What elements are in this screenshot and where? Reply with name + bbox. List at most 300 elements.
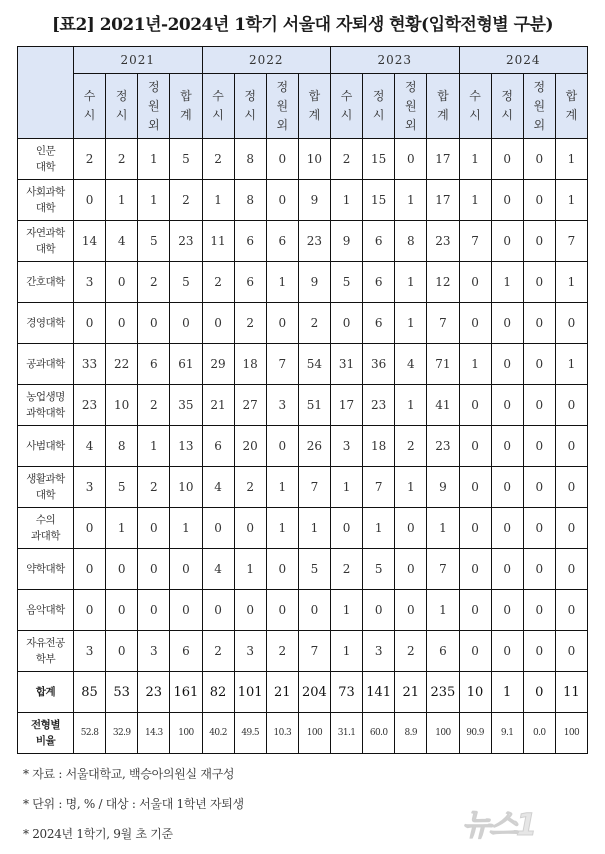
value-cell: 41: [427, 385, 459, 426]
sub-header-char: 합: [565, 89, 578, 103]
value-cell: 0: [491, 221, 523, 262]
value-cell: 1: [331, 467, 363, 508]
value-cell: 0: [523, 426, 555, 467]
value-cell: 1: [395, 262, 427, 303]
value-cell: 2: [202, 631, 234, 672]
table-row: [18, 631, 588, 672]
value-cell: 1: [491, 672, 523, 713]
sub-header-2024-1: [491, 74, 523, 139]
value-cell: 10.3: [266, 713, 298, 754]
value-cell: 49.5: [234, 713, 266, 754]
value-cell: 36: [363, 344, 395, 385]
ratio-row: [18, 713, 588, 754]
value-cell: 0: [491, 508, 523, 549]
value-cell: 7: [427, 303, 459, 344]
value-cell: 3: [138, 631, 170, 672]
value-cell: 53: [106, 672, 138, 713]
value-cell: 1: [363, 508, 395, 549]
value-cell: 90.9: [459, 713, 491, 754]
value-cell: 2: [170, 180, 202, 221]
value-cell: 6: [138, 344, 170, 385]
total-row: [18, 672, 588, 713]
value-cell: 0: [555, 508, 587, 549]
value-cell: 0: [491, 385, 523, 426]
row-label-line: 수의: [35, 514, 56, 526]
value-cell: 7: [555, 221, 587, 262]
value-cell: 5: [170, 262, 202, 303]
year-header-2024: 2024: [459, 47, 588, 74]
value-cell: 100: [298, 713, 330, 754]
row-label-line: 학부: [35, 653, 56, 665]
value-cell: 8: [395, 221, 427, 262]
value-cell: 3: [363, 631, 395, 672]
value-cell: 0: [555, 467, 587, 508]
value-cell: 0: [234, 508, 266, 549]
value-cell: 141: [363, 672, 395, 713]
sub-header-char: 원: [148, 98, 160, 113]
sub-header-char: 시: [372, 108, 385, 122]
year-header-2021: 2021: [74, 47, 203, 74]
value-cell: 21: [202, 385, 234, 426]
value-cell: 0: [395, 590, 427, 631]
sub-header-2022-3: [298, 74, 330, 139]
news1-watermark-logo: 뉴스1: [462, 808, 535, 843]
row-label-line: 대학: [35, 243, 56, 255]
value-cell: 2: [331, 549, 363, 590]
value-cell: 23: [74, 385, 106, 426]
row-label-line: 사범대학: [26, 440, 65, 452]
sub-header-char: 정: [115, 89, 128, 103]
value-cell: 6: [363, 303, 395, 344]
value-cell: 1: [331, 180, 363, 221]
value-cell: 0: [106, 631, 138, 672]
sub-header-2023-1: [363, 74, 395, 139]
value-cell: 3: [74, 262, 106, 303]
value-cell: 204: [298, 672, 330, 713]
sub-header-2024-0: [459, 74, 491, 139]
value-cell: 18: [363, 426, 395, 467]
note-source: * 자료 : 서울대학교, 백승아의원실 재구성: [23, 767, 235, 781]
value-cell: 6: [234, 221, 266, 262]
value-cell: 0: [74, 549, 106, 590]
value-cell: 1: [395, 180, 427, 221]
value-cell: 2: [298, 303, 330, 344]
value-cell: 71: [427, 344, 459, 385]
value-cell: 1: [555, 262, 587, 303]
value-cell: 32.9: [106, 713, 138, 754]
value-cell: 0: [266, 303, 298, 344]
row-label: [18, 344, 74, 385]
value-cell: 9: [298, 262, 330, 303]
value-cell: 2: [331, 139, 363, 180]
row-label: [18, 713, 74, 754]
value-cell: 7: [298, 631, 330, 672]
value-cell: 3: [234, 631, 266, 672]
value-cell: 0: [459, 262, 491, 303]
table-row: [18, 221, 588, 262]
value-cell: 0: [523, 508, 555, 549]
row-label: [18, 672, 74, 713]
value-cell: 0: [555, 549, 587, 590]
dropout-table: [17, 46, 588, 754]
value-cell: 10: [106, 385, 138, 426]
sub-header-char: 계: [437, 108, 449, 122]
row-label-line: 생활과학: [26, 473, 65, 485]
sub-header-char: 정: [533, 79, 546, 94]
sub-header-2021-2: [138, 74, 170, 139]
value-cell: 1: [138, 139, 170, 180]
value-cell: 31.1: [331, 713, 363, 754]
sub-header-2021-1: [106, 74, 138, 139]
table-title: [표2] 2021년-2024년 1학기 서울대 자퇴생 현황(입학전형별 구분): [52, 15, 553, 35]
value-cell: 1: [138, 180, 170, 221]
value-cell: 1: [266, 467, 298, 508]
value-cell: 13: [170, 426, 202, 467]
value-cell: 1: [331, 590, 363, 631]
value-cell: 1: [138, 426, 170, 467]
table-row: [18, 467, 588, 508]
value-cell: 1: [331, 631, 363, 672]
row-label: [18, 180, 74, 221]
value-cell: 6: [363, 221, 395, 262]
corner-cell: [18, 47, 74, 139]
value-cell: 14: [74, 221, 106, 262]
value-cell: 5: [138, 221, 170, 262]
value-cell: 1: [459, 344, 491, 385]
value-cell: 0: [491, 467, 523, 508]
row-label-line: 과학대학: [26, 407, 65, 419]
row-label: [18, 303, 74, 344]
value-cell: 0: [555, 385, 587, 426]
value-cell: 2: [395, 426, 427, 467]
value-cell: 0: [523, 590, 555, 631]
value-cell: 0: [491, 549, 523, 590]
value-cell: 35: [170, 385, 202, 426]
value-cell: 82: [202, 672, 234, 713]
sub-header-char: 정: [372, 89, 385, 103]
value-cell: 23: [363, 385, 395, 426]
value-cell: 7: [298, 467, 330, 508]
value-cell: 0: [170, 590, 202, 631]
sub-header-char: 원: [533, 98, 546, 113]
sub-header-char: 외: [148, 117, 160, 132]
value-cell: 17: [427, 139, 459, 180]
value-cell: 9: [331, 221, 363, 262]
value-cell: 0: [266, 139, 298, 180]
value-cell: 1: [555, 344, 587, 385]
value-cell: 0: [459, 508, 491, 549]
value-cell: 60.0: [363, 713, 395, 754]
value-cell: 2: [202, 139, 234, 180]
sub-header-char: 정: [276, 79, 289, 94]
value-cell: 9.1: [491, 713, 523, 754]
value-cell: 10: [459, 672, 491, 713]
value-cell: 235: [427, 672, 459, 713]
sub-header-2023-0: [331, 74, 363, 139]
value-cell: 6: [234, 262, 266, 303]
year-header-row: [18, 47, 588, 74]
value-cell: 1: [234, 549, 266, 590]
sub-header-char: 정: [244, 89, 256, 103]
row-label-line: 비율: [35, 735, 56, 747]
value-cell: 0: [555, 590, 587, 631]
value-cell: 0: [491, 139, 523, 180]
value-cell: 1: [170, 508, 202, 549]
value-cell: 0: [459, 426, 491, 467]
value-cell: 2: [74, 139, 106, 180]
table-row: [18, 139, 588, 180]
value-cell: 3: [331, 426, 363, 467]
sub-header-char: 정: [501, 89, 513, 103]
value-cell: 6: [202, 426, 234, 467]
value-cell: 14.3: [138, 713, 170, 754]
row-label-line: 간호대학: [26, 276, 65, 288]
value-cell: 85: [74, 672, 106, 713]
value-cell: 5: [298, 549, 330, 590]
value-cell: 33: [74, 344, 106, 385]
value-cell: 0: [523, 139, 555, 180]
value-cell: 0: [459, 590, 491, 631]
value-cell: 73: [331, 672, 363, 713]
value-cell: 7: [266, 344, 298, 385]
value-cell: 26: [298, 426, 330, 467]
value-cell: 1: [491, 262, 523, 303]
value-cell: 0: [202, 508, 234, 549]
value-cell: 0: [266, 180, 298, 221]
note-unit: * 단위 : 명, % / 대상 : 서울대 1학년 자퇴생: [23, 797, 244, 811]
value-cell: 54: [298, 344, 330, 385]
sub-header-2022-1: [234, 74, 266, 139]
value-cell: 2: [234, 303, 266, 344]
note-basis: * 2024년 1학기, 9월 초 기준: [23, 827, 173, 841]
sub-header-char: 시: [83, 108, 96, 122]
row-label: [18, 549, 74, 590]
value-cell: 161: [170, 672, 202, 713]
value-cell: 2: [234, 467, 266, 508]
value-cell: 1: [459, 139, 491, 180]
value-cell: 1: [266, 508, 298, 549]
value-cell: 0: [555, 631, 587, 672]
value-cell: 0: [523, 385, 555, 426]
value-cell: 1: [459, 180, 491, 221]
value-cell: 15: [363, 139, 395, 180]
value-cell: 10: [298, 139, 330, 180]
value-cell: 7: [459, 221, 491, 262]
row-label-line: 인문: [35, 145, 56, 157]
sub-header-2021-3: [170, 74, 202, 139]
value-cell: 0: [523, 631, 555, 672]
sub-header-2023-3: [427, 74, 459, 139]
sub-header-char: 외: [276, 117, 289, 132]
sub-header-char: 수: [83, 89, 96, 103]
row-label-line: 자유전공: [26, 637, 65, 649]
value-cell: 1: [395, 467, 427, 508]
value-cell: 0: [523, 303, 555, 344]
value-cell: 0: [331, 303, 363, 344]
value-cell: 0: [170, 549, 202, 590]
sub-header-2021-0: [74, 74, 106, 139]
value-cell: 8: [106, 426, 138, 467]
value-cell: 0: [266, 426, 298, 467]
value-cell: 0: [555, 426, 587, 467]
sub-header-char: 합: [180, 89, 192, 103]
sub-header-char: 정: [405, 79, 417, 94]
value-cell: 2: [202, 262, 234, 303]
value-cell: 0: [459, 549, 491, 590]
value-cell: 0: [491, 303, 523, 344]
sub-header-char: 계: [308, 108, 321, 122]
row-label-line: 합계: [35, 686, 56, 698]
value-cell: 6: [427, 631, 459, 672]
year-header-2023: 2023: [331, 47, 460, 74]
value-cell: 15: [363, 180, 395, 221]
value-cell: 8: [234, 180, 266, 221]
table-row: [18, 344, 588, 385]
value-cell: 0: [234, 590, 266, 631]
row-label: [18, 467, 74, 508]
value-cell: 1: [106, 508, 138, 549]
value-cell: 0: [363, 590, 395, 631]
value-cell: 0: [106, 262, 138, 303]
value-cell: 4: [74, 426, 106, 467]
value-cell: 3: [74, 467, 106, 508]
value-cell: 1: [555, 139, 587, 180]
table-row: [18, 180, 588, 221]
value-cell: 5: [331, 262, 363, 303]
value-cell: 0: [395, 549, 427, 590]
table-row: [18, 262, 588, 303]
value-cell: 7: [363, 467, 395, 508]
value-cell: 9: [427, 467, 459, 508]
value-cell: 7: [427, 549, 459, 590]
sub-header-char: 원: [276, 98, 289, 113]
value-cell: 1: [395, 385, 427, 426]
sub-header-row: [18, 74, 588, 139]
value-cell: 0: [395, 139, 427, 180]
value-cell: 1: [395, 303, 427, 344]
row-label-line: 경영대학: [26, 317, 65, 329]
row-label-line: 대학: [35, 161, 56, 173]
value-cell: 0: [555, 303, 587, 344]
row-label: [18, 385, 74, 426]
row-label: [18, 631, 74, 672]
value-cell: 1: [266, 262, 298, 303]
value-cell: 0: [74, 303, 106, 344]
sub-header-char: 계: [565, 108, 578, 122]
value-cell: 27: [234, 385, 266, 426]
value-cell: 2: [266, 631, 298, 672]
value-cell: 2: [395, 631, 427, 672]
sub-header-char: 정: [148, 79, 160, 94]
value-cell: 20: [234, 426, 266, 467]
value-cell: 1: [555, 180, 587, 221]
value-cell: 1: [427, 508, 459, 549]
value-cell: 0: [138, 549, 170, 590]
value-cell: 6: [363, 262, 395, 303]
value-cell: 0: [459, 303, 491, 344]
row-label-line: 대학: [35, 202, 56, 214]
value-cell: 23: [427, 426, 459, 467]
row-label: [18, 221, 74, 262]
year-header-2022: 2022: [202, 47, 331, 74]
value-cell: 0: [138, 590, 170, 631]
value-cell: 0: [266, 549, 298, 590]
sub-header-2024-3: [555, 74, 587, 139]
value-cell: 1: [298, 508, 330, 549]
value-cell: 0: [170, 303, 202, 344]
value-cell: 0: [106, 549, 138, 590]
value-cell: 10: [170, 467, 202, 508]
value-cell: 0: [331, 508, 363, 549]
sub-header-char: 시: [501, 108, 513, 122]
value-cell: 0: [523, 180, 555, 221]
row-label-line: 사회과학: [26, 186, 65, 198]
value-cell: 0: [74, 508, 106, 549]
value-cell: 1: [427, 590, 459, 631]
value-cell: 0: [523, 672, 555, 713]
sub-header-char: 계: [180, 108, 192, 122]
value-cell: 0: [74, 180, 106, 221]
row-label-line: 공과대학: [26, 358, 65, 370]
row-label-line: 자연과학: [26, 227, 65, 239]
row-label-line: 음악대학: [26, 604, 65, 616]
value-cell: 0: [138, 508, 170, 549]
value-cell: 8.9: [395, 713, 427, 754]
sub-header-char: 원: [405, 98, 417, 113]
value-cell: 6: [170, 631, 202, 672]
table-row: [18, 385, 588, 426]
value-cell: 2: [106, 139, 138, 180]
value-cell: 0: [459, 467, 491, 508]
value-cell: 9: [298, 180, 330, 221]
sub-header-char: 수: [469, 89, 481, 103]
value-cell: 5: [106, 467, 138, 508]
row-label: [18, 262, 74, 303]
value-cell: 23: [138, 672, 170, 713]
value-cell: 100: [427, 713, 459, 754]
table-row: [18, 590, 588, 631]
value-cell: 4: [395, 344, 427, 385]
value-cell: 0.0: [523, 713, 555, 754]
value-cell: 8: [234, 139, 266, 180]
value-cell: 17: [427, 180, 459, 221]
value-cell: 4: [202, 549, 234, 590]
sub-header-char: 수: [340, 89, 353, 103]
value-cell: 11: [202, 221, 234, 262]
value-cell: 0: [298, 590, 330, 631]
sub-header-2023-2: [395, 74, 427, 139]
value-cell: 3: [74, 631, 106, 672]
sub-header-char: 시: [212, 108, 224, 122]
value-cell: 0: [491, 590, 523, 631]
table-row: [18, 426, 588, 467]
value-cell: 0: [106, 590, 138, 631]
table-row: [18, 303, 588, 344]
value-cell: 0: [74, 590, 106, 631]
table-row: [18, 508, 588, 549]
row-label: [18, 426, 74, 467]
value-cell: 0: [491, 426, 523, 467]
table-body: [18, 139, 588, 754]
value-cell: 23: [170, 221, 202, 262]
value-cell: 0: [523, 344, 555, 385]
value-cell: 21: [395, 672, 427, 713]
value-cell: 100: [555, 713, 587, 754]
value-cell: 101: [234, 672, 266, 713]
value-cell: 0: [395, 508, 427, 549]
row-label-line: 대학: [35, 489, 56, 501]
value-cell: 4: [202, 467, 234, 508]
